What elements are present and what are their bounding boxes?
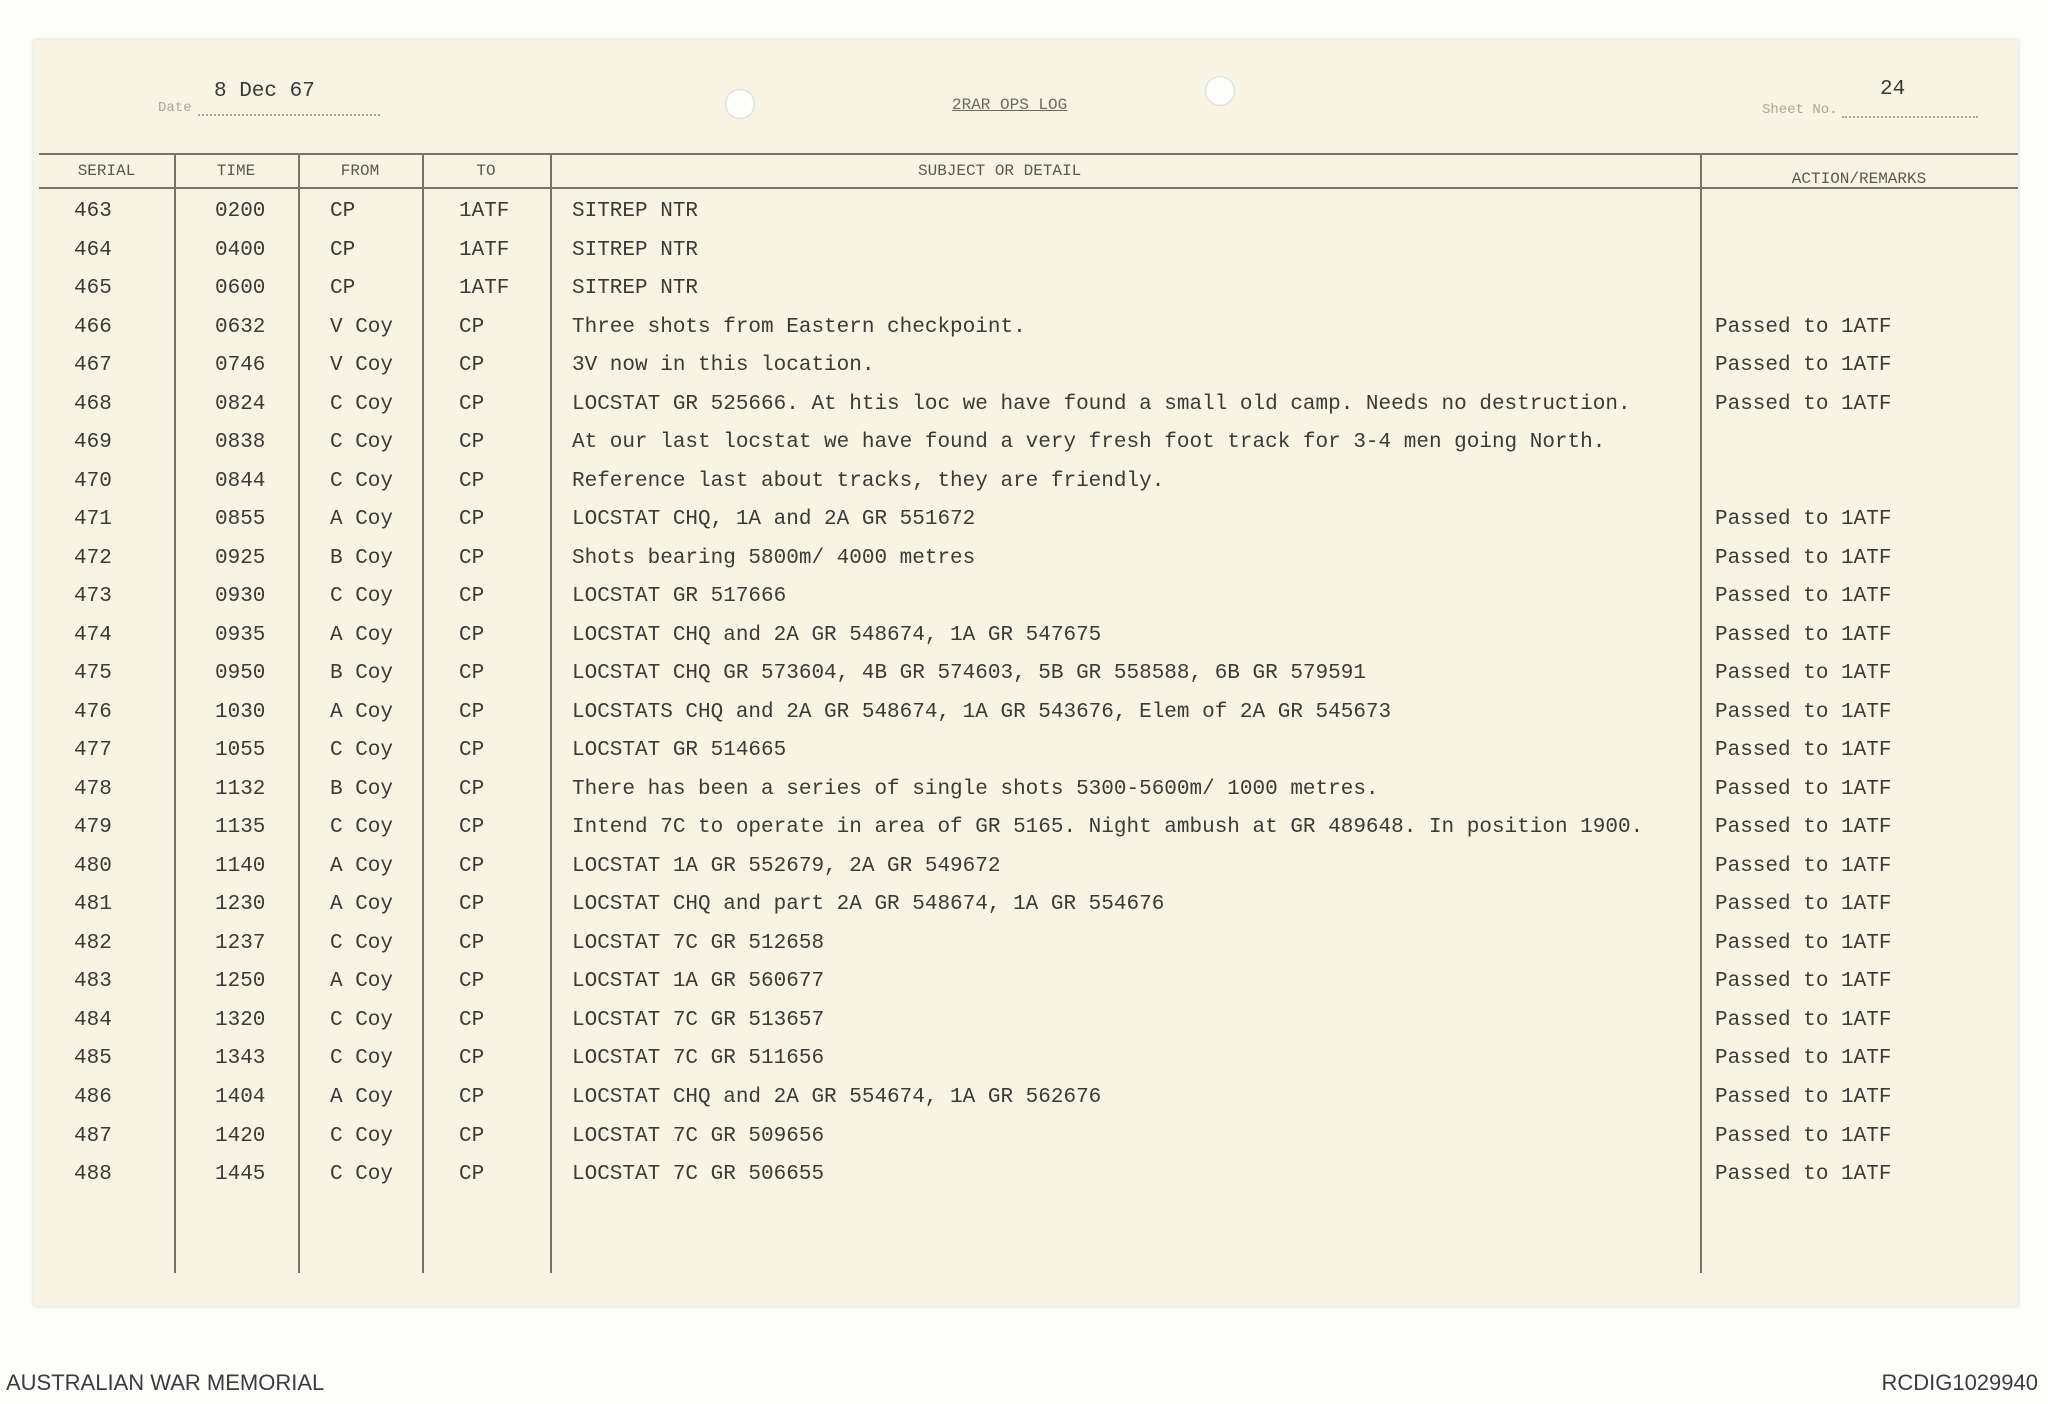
from-cell: A Coy [330, 970, 394, 994]
to-cell: CP [459, 431, 485, 455]
time-cell: 1343 [215, 1047, 266, 1071]
to-cell: 1ATF [459, 238, 510, 262]
subject-detail-cell: LOCSTAT 1A GR 552679, 2A GR 549672 [572, 854, 1001, 878]
subject-detail-cell: There has been a series of single shots 5300-5600m/ 1000 metres. [572, 777, 1379, 801]
to-cell: CP [459, 315, 485, 339]
subject-detail-cell: LOCSTAT GR 517666 [572, 585, 787, 609]
from-cell: C Coy [330, 392, 394, 416]
subject-detail-cell: LOCSTAT CHQ, 1A and 2A GR 551672 [572, 508, 976, 532]
from-cell: A Coy [330, 623, 394, 647]
time-cell: 0855 [215, 508, 266, 532]
serial-number-cell: 472 [74, 546, 112, 570]
serial-number-cell: 468 [74, 392, 112, 416]
to-cell: CP [459, 508, 485, 532]
serial-number-cell: 466 [74, 315, 112, 339]
from-cell: C Coy [330, 431, 394, 455]
time-cell: 1135 [215, 816, 266, 840]
time-cell: 1320 [215, 1008, 266, 1032]
to-cell: CP [459, 546, 485, 570]
from-cell: C Coy [330, 739, 394, 763]
to-cell: CP [459, 700, 485, 724]
log-entry-row [0, 540, 2048, 579]
serial-number-cell: 485 [74, 1047, 112, 1071]
to-cell: CP [459, 854, 485, 878]
subject-detail-cell: LOCSTAT 7C GR 511656 [572, 1047, 825, 1071]
from-cell: V Coy [330, 354, 394, 378]
log-entry-row [0, 424, 2048, 463]
from-cell: CP [330, 200, 356, 223]
action-remarks-cell: Passed to 1ATF [1715, 1163, 1892, 1186]
action-remarks-cell: Passed to 1ATF [1715, 700, 1892, 724]
log-entry-row [0, 501, 2048, 540]
action-remarks-cell: Passed to 1ATF [1715, 1008, 1892, 1032]
from-cell: A Coy [330, 1086, 394, 1109]
log-entry-row [0, 1079, 2048, 1118]
serial-number-cell: 478 [74, 777, 112, 801]
subject-detail-cell: LOCSTAT 7C GR 512658 [572, 931, 825, 955]
subject-detail-cell: LOCSTAT 7C GR 506655 [572, 1163, 825, 1186]
time-cell: 0746 [215, 354, 266, 378]
from-cell: A Coy [330, 854, 394, 878]
time-cell: 0838 [215, 431, 266, 455]
log-entry-row [0, 963, 2048, 1002]
action-remarks-cell: Passed to 1ATF [1715, 315, 1892, 339]
log-entry-row [0, 1002, 2048, 1041]
subject-detail-cell: LOCSTAT 7C GR 509656 [572, 1124, 825, 1148]
action-remarks-cell: Passed to 1ATF [1715, 546, 1892, 570]
from-cell: C Coy [330, 1124, 394, 1148]
column-header-from: FROM [340, 162, 380, 180]
from-cell: CP [330, 277, 356, 300]
subject-detail-cell: SITREP NTR [572, 200, 699, 223]
log-entry-row [0, 617, 2048, 656]
from-cell: C Coy [330, 469, 394, 493]
time-cell: 1055 [215, 739, 266, 763]
log-entry-row [0, 771, 2048, 810]
from-cell: C Coy [330, 816, 394, 840]
action-remarks-cell: Passed to 1ATF [1715, 623, 1892, 647]
from-cell: C Coy [330, 1008, 394, 1032]
log-entry-row [0, 1040, 2048, 1079]
time-cell: 1250 [215, 970, 266, 994]
subject-detail-cell: LOCSTAT CHQ and part 2A GR 548674, 1A GR 554676 [572, 893, 1165, 917]
log-entry-row [0, 886, 2048, 925]
serial-number-cell: 475 [74, 662, 112, 686]
to-cell: CP [459, 893, 485, 917]
subject-detail-cell: Intend 7C to operate in area of GR 5165. Night ambush at GR 489648. In position 1900. [572, 816, 1644, 840]
sheet-dotted-leader [1842, 116, 1978, 118]
time-cell: 0600 [215, 277, 266, 300]
log-entry-row [0, 386, 2048, 425]
serial-number-cell: 473 [74, 585, 112, 609]
subject-detail-cell: Three shots from Eastern checkpoint. [572, 315, 1026, 339]
serial-number-cell: 464 [74, 238, 112, 262]
log-entry-row [0, 655, 2048, 694]
action-remarks-cell: Passed to 1ATF [1715, 739, 1892, 763]
subject-detail-cell: 3V now in this location. [572, 354, 875, 378]
footer-record-id: RCDIG1029940 [1881, 1370, 2038, 1395]
from-cell: C Coy [330, 585, 394, 609]
log-entry-row [0, 1118, 2048, 1157]
log-entry-row [0, 694, 2048, 733]
subject-detail-cell: At our last locstat we have found a very fresh foot track for 3-4 men going North. [572, 431, 1606, 455]
time-cell: 1132 [215, 777, 266, 801]
to-cell: CP [459, 1047, 485, 1071]
action-remarks-cell: Passed to 1ATF [1715, 585, 1892, 609]
from-cell: C Coy [330, 1163, 394, 1186]
date-value: 8 Dec 67 [214, 80, 315, 103]
serial-number-cell: 465 [74, 277, 112, 300]
from-cell: C Coy [330, 931, 394, 955]
to-cell: CP [459, 970, 485, 994]
from-cell: V Coy [330, 315, 394, 339]
subject-detail-cell: SITREP NTR [572, 238, 699, 262]
subject-detail-cell: LOCSTAT 7C GR 513657 [572, 1008, 825, 1032]
subject-detail-cell: SITREP NTR [572, 277, 699, 300]
to-cell: 1ATF [459, 277, 510, 300]
time-cell: 1030 [215, 700, 266, 724]
time-cell: 0632 [215, 315, 266, 339]
serial-number-cell: 476 [74, 700, 112, 724]
from-cell: CP [330, 238, 356, 262]
column-header-to: TO [476, 162, 496, 180]
serial-number-cell: 483 [74, 970, 112, 994]
from-cell: A Coy [330, 893, 394, 917]
subject-detail-cell: LOCSTAT GR 525666. At htis loc we have found a small old camp. Needs no destruction. [572, 392, 1631, 416]
action-remarks-cell: Passed to 1ATF [1715, 354, 1892, 378]
to-cell: CP [459, 1008, 485, 1032]
action-remarks-cell: Passed to 1ATF [1715, 893, 1892, 917]
time-cell: 1237 [215, 931, 266, 955]
log-entry-row [0, 309, 2048, 348]
log-entry-row [0, 270, 2048, 309]
punch-hole-left [725, 89, 755, 119]
action-remarks-cell: Passed to 1ATF [1715, 816, 1892, 840]
to-cell: CP [459, 469, 485, 493]
action-remarks-cell: Passed to 1ATF [1715, 970, 1892, 994]
serial-number-cell: 486 [74, 1086, 112, 1109]
action-remarks-cell: Passed to 1ATF [1715, 1124, 1892, 1148]
column-header-subject: SUBJECT OR DETAIL [918, 162, 1082, 180]
subject-detail-cell: LOCSTAT CHQ GR 573604, 4B GR 574603, 5B GR 558588, 6B GR 579591 [572, 662, 1366, 686]
action-remarks-cell: Passed to 1ATF [1715, 1086, 1892, 1109]
serial-number-cell: 482 [74, 931, 112, 955]
from-cell: B Coy [330, 777, 394, 801]
time-cell: 1140 [215, 854, 266, 878]
subject-detail-cell: LOCSTAT CHQ and 2A GR 548674, 1A GR 547675 [572, 623, 1102, 647]
action-remarks-cell: Passed to 1ATF [1715, 508, 1892, 532]
action-remarks-cell: Passed to 1ATF [1715, 854, 1892, 878]
time-cell: 0844 [215, 469, 266, 493]
time-cell: 0935 [215, 623, 266, 647]
to-cell: CP [459, 662, 485, 686]
time-cell: 0200 [215, 200, 266, 223]
serial-number-cell: 488 [74, 1163, 112, 1186]
serial-number-cell: 467 [74, 354, 112, 378]
serial-number-cell: 481 [74, 893, 112, 917]
time-cell: 1420 [215, 1124, 266, 1148]
to-cell: CP [459, 739, 485, 763]
time-cell: 0824 [215, 392, 266, 416]
to-cell: 1ATF [459, 200, 510, 223]
to-cell: CP [459, 931, 485, 955]
punch-hole-right [1205, 76, 1235, 106]
serial-number-cell: 469 [74, 431, 112, 455]
serial-number-cell: 470 [74, 469, 112, 493]
sheet-number-value: 24 [1880, 78, 1906, 101]
action-remarks-cell: Passed to 1ATF [1715, 1047, 1892, 1071]
from-cell: C Coy [330, 1047, 394, 1071]
subject-detail-cell: Reference last about tracks, they are friendly. [572, 469, 1165, 493]
log-entry-row [0, 347, 2048, 386]
log-entry-row [0, 578, 2048, 617]
subject-detail-cell: Shots bearing 5800m/ 4000 metres [572, 546, 976, 570]
log-title: 2RAR OPS LOG [952, 96, 1068, 114]
log-entry-row [0, 1156, 2048, 1195]
serial-number-cell: 463 [74, 200, 112, 223]
action-remarks-cell: Passed to 1ATF [1715, 662, 1892, 686]
log-entry-row [0, 463, 2048, 502]
log-entry-row [0, 232, 2048, 271]
sheet-number-label: Sheet No. [1762, 102, 1838, 118]
time-cell: 1230 [215, 893, 266, 917]
log-entry-row [0, 925, 2048, 964]
action-remarks-cell: Passed to 1ATF [1715, 777, 1892, 801]
date-label: Date [158, 100, 192, 116]
time-cell: 1404 [215, 1086, 266, 1109]
date-dotted-leader [198, 114, 380, 116]
time-cell: 0950 [215, 662, 266, 686]
to-cell: CP [459, 816, 485, 840]
footer-archive-name: AUSTRALIAN WAR MEMORIAL [6, 1370, 325, 1395]
serial-number-cell: 487 [74, 1124, 112, 1148]
to-cell: CP [459, 1124, 485, 1148]
from-cell: B Coy [330, 546, 394, 570]
column-header-time: TIME [216, 162, 256, 180]
subject-detail-cell: LOCSTAT CHQ and 2A GR 554674, 1A GR 562676 [572, 1086, 1102, 1109]
log-entry-row [0, 848, 2048, 887]
time-cell: 0925 [215, 546, 266, 570]
log-entry-row [0, 732, 2048, 771]
table-top-rule [39, 153, 2018, 155]
to-cell: CP [459, 354, 485, 378]
from-cell: A Coy [330, 508, 394, 532]
log-entry-row [0, 809, 2048, 848]
action-remarks-cell: Passed to 1ATF [1715, 392, 1892, 416]
serial-number-cell: 480 [74, 854, 112, 878]
serial-number-cell: 471 [74, 508, 112, 532]
serial-number-cell: 474 [74, 623, 112, 647]
to-cell: CP [459, 1163, 485, 1186]
subject-detail-cell: LOCSTAT 1A GR 560677 [572, 970, 825, 994]
serial-number-cell: 479 [74, 816, 112, 840]
log-entry-row [0, 193, 2048, 232]
time-cell: 1445 [215, 1163, 266, 1186]
to-cell: CP [459, 585, 485, 609]
time-cell: 0930 [215, 585, 266, 609]
to-cell: CP [459, 392, 485, 416]
to-cell: CP [459, 777, 485, 801]
serial-number-cell: 484 [74, 1008, 112, 1032]
action-remarks-cell: Passed to 1ATF [1715, 931, 1892, 955]
subject-detail-cell: LOCSTATS CHQ and 2A GR 548674, 1A GR 543676, Elem of 2A GR 545673 [572, 700, 1392, 724]
time-cell: 0400 [215, 238, 266, 262]
to-cell: CP [459, 1086, 485, 1109]
column-header-serial: SERIAL [77, 162, 136, 180]
from-cell: B Coy [330, 662, 394, 686]
to-cell: CP [459, 623, 485, 647]
column-header-action: ACTION/REMARKS [1791, 170, 1927, 188]
from-cell: A Coy [330, 700, 394, 724]
subject-detail-cell: LOCSTAT GR 514665 [572, 739, 787, 763]
serial-number-cell: 477 [74, 739, 112, 763]
